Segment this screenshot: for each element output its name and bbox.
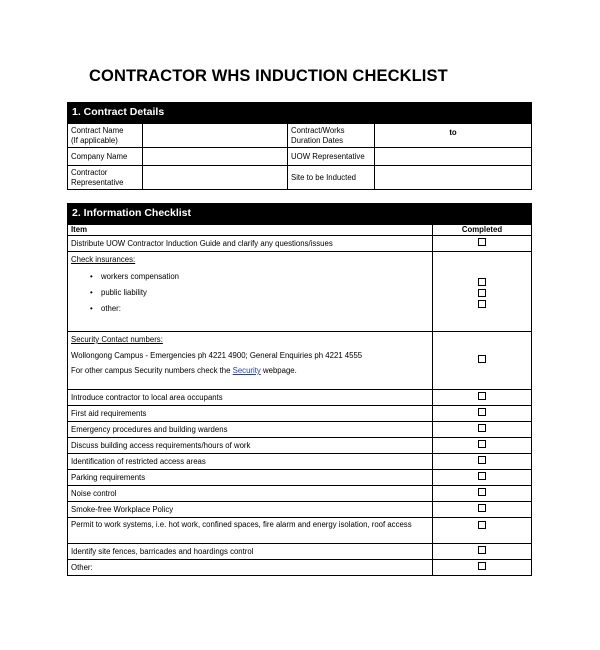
column-header-item: Item — [68, 225, 433, 236]
checklist-item-insurances — [68, 252, 433, 332]
completed-checkbox[interactable] — [478, 424, 486, 432]
insurance-item: • public liability — [71, 285, 429, 301]
uow-representative-field[interactable] — [375, 148, 532, 166]
insurance-item: • other: — [71, 301, 429, 317]
checklist-item-security-contacts — [68, 332, 433, 390]
page-title: CONTRACTOR WHS INDUCTION CHECKLIST — [89, 67, 448, 85]
completed-checkbox[interactable] — [478, 278, 486, 286]
insurance-item: • workers compensation — [71, 269, 429, 285]
site-field[interactable] — [375, 166, 532, 190]
contract-details-table — [67, 102, 532, 190]
contract-details-heading: 1. Contract Details — [68, 103, 532, 124]
completed-checkbox[interactable] — [478, 300, 486, 308]
checklist-item-other: Other: — [68, 560, 433, 576]
checklist-item: Identification of restricted access areas — [68, 454, 433, 470]
security-contacts-label: Security Contact numbers: — [71, 335, 163, 344]
checklist-item: Emergency procedures and building wardens — [68, 422, 433, 438]
completed-checkbox[interactable] — [478, 440, 486, 448]
checklist-item: Permit to work systems, i.e. hot work, confined spaces, fire alarm and energy isolation, roof access — [68, 518, 433, 544]
completed-checkbox[interactable] — [478, 408, 486, 416]
checklist-item: Identify site fences, barricades and hoardings control — [68, 544, 433, 560]
completed-checkbox[interactable] — [478, 504, 486, 512]
completed-checkbox[interactable] — [478, 562, 486, 570]
checklist-item: Introduce contractor to local area occupants — [68, 390, 433, 406]
company-name-field[interactable] — [143, 148, 288, 166]
security-link[interactable]: Security — [232, 366, 261, 375]
completed-checkbox[interactable] — [478, 472, 486, 480]
contract-duration-label: Contract/Works Duration Dates — [288, 124, 375, 148]
completed-checkbox[interactable] — [478, 546, 486, 554]
security-webpage-note: For other campus Security numbers check the Security webpage. — [71, 366, 297, 375]
information-checklist-heading: 2. Information Checklist — [68, 204, 532, 225]
contract-duration-field[interactable] — [375, 124, 532, 148]
checklist-item: Discuss building access requirements/hours of work — [68, 438, 433, 454]
contract-name-field[interactable] — [143, 124, 288, 148]
completed-checkbox[interactable] — [478, 488, 486, 496]
checklist-item: First aid requirements — [68, 406, 433, 422]
duration-to-text: to — [449, 128, 457, 137]
check-insurances-label: Check insurances: — [71, 255, 136, 264]
completed-checkbox[interactable] — [478, 456, 486, 464]
completed-checkbox[interactable] — [478, 521, 486, 529]
information-checklist-table — [67, 203, 532, 576]
completed-checkbox[interactable] — [478, 355, 486, 363]
completed-checkbox[interactable] — [478, 238, 486, 246]
column-header-completed: Completed — [433, 225, 532, 236]
uow-representative-label: UOW Representative — [288, 148, 375, 166]
security-phone-numbers: Wollongong Campus - Emergencies ph 4221 4900; General Enquiries ph 4221 4555 — [71, 350, 363, 360]
site-label: Site to be Inducted — [288, 166, 375, 190]
company-name-label: Company Name — [68, 148, 143, 166]
contractor-representative-field[interactable] — [143, 166, 288, 190]
checklist-item: Smoke-free Workplace Policy — [68, 502, 433, 518]
contract-name-label: Contract Name (If applicable) — [68, 124, 143, 148]
checklist-item-distribute-guide: Distribute UOW Contractor Induction Guide and clarify any questions/issues — [68, 236, 433, 252]
checklist-item: Parking requirements — [68, 470, 433, 486]
completed-checkbox[interactable] — [478, 289, 486, 297]
contractor-representative-label: Contractor Representative — [68, 166, 143, 190]
checklist-item: Noise control — [68, 486, 433, 502]
completed-checkbox[interactable] — [478, 392, 486, 400]
